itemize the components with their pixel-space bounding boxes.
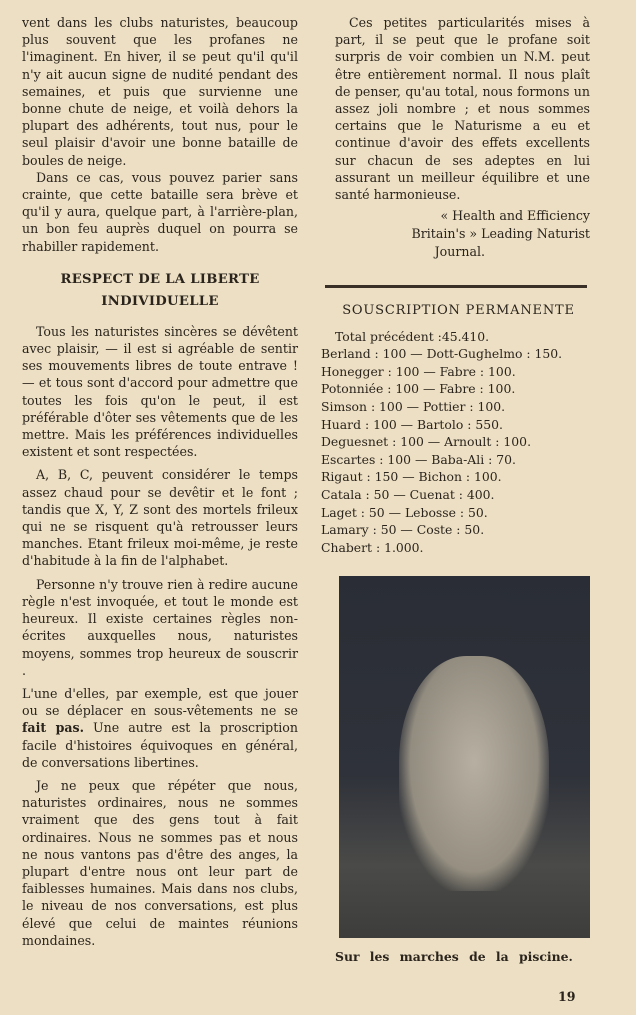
souscription-line: Deguesnet : 100 — Arnoult : 100. — [321, 434, 532, 450]
bold-text: fait pas. — [22, 720, 85, 736]
souscription-line: Huard : 100 — Bartolo : 550. — [321, 416, 503, 432]
paragraph: Dans ce cas, vous pouvez parier sans crainte, que cette bataille sera brève et qu'il y aura, quelque part, à l'arrière-plan, un bon feu auprès duquel on pourra se rhabiller rapidement. — [22, 169, 298, 254]
source-line: Journal. — [434, 244, 485, 260]
right-column — [335, 14, 590, 261]
souscription-line: Simson : 100 — Pottier : 100. — [321, 398, 506, 414]
photo-figure — [399, 656, 549, 891]
paragraph: Personne n'y trouve rien à redire aucune règle n'est invoquée, et tout le monde est heureux. Il existe certaines règles non-écrites auxquelles nous, naturistes moyens, sommes trop heureux de souscrir . — [22, 576, 298, 678]
souscription-line: Rigaut : 150 — Bichon : 100. — [321, 469, 502, 485]
souscription-line: Escartes : 100 — Baba-Ali : 70. — [321, 451, 516, 467]
souscription-line: Berland : 100 — Dott-Gughelmo : 150. — [321, 346, 563, 362]
left-column — [22, 14, 298, 949]
photo-caption: Sur les marches de la piscine. — [335, 949, 573, 964]
page-number: 19 — [558, 989, 576, 1004]
section-heading — [22, 269, 298, 313]
paragraph: A, B, C, peuvent considérer le temps assez chaud pour se devêtir et le font ; tandis que X, Y, Z sont des mortels frileux qui ne se risquent qu'à retrousser leurs manches. Etant frileux moi-même, je reste d'habitude à la fin de l'alphabet. — [22, 467, 298, 569]
paragraph — [22, 685, 298, 771]
paragraph: Tous les naturistes sincères se dévêtent avec plaisir, — il est si agréable de sentir ses mouvements libres de toute entrave ! — et tous sont d'accord pour admettre que toutes les fois qu'on le peut, il est préférable d'ôter ses vêtements que de les mettre. Mais les préférences individuelles existent et sont respectées. — [22, 323, 298, 460]
souscription-line: Chabert : 1.000. — [321, 539, 424, 555]
souscription-list — [321, 302, 596, 556]
heading-line: INDIVIDUELLE — [101, 293, 219, 309]
paragraph: Ces petites particularités mises à part, il se peut que le profane soit surpris de voir combien un N.M. peut être entièrement normal. Il nous plaît de penser, qu'au total, nous formons un assez joli nombre ; et nous sommes certains que le Naturisme a eu et continue d'avoir des effets excellents sur chacun de ses adeptes en lui assurant un meilleur équilibre et une santé harmonieuse. — [335, 15, 590, 203]
souscription-line: Honegger : 100 — Fabre : 100. — [321, 363, 516, 379]
text-run: Une autre est la proscription facile d'histoires équivoques en général, de conversations libertines. — [22, 720, 298, 770]
source-line: Britain's » Leading Naturist — [411, 226, 590, 242]
source-attribution — [335, 207, 590, 261]
photograph — [339, 576, 590, 938]
paragraph: Je ne peux que répéter que nous, naturistes ordinaires, nous ne sommes vraiment que des gens tout à fait ordinaires. Nous ne sommes pas et nous ne nous vantons pas d'être des anges, la plupart d'entre nous ont leur part de faiblesses humaines. Mais dans nos clubs, le niveau de nos conversations, est plus élevé que celui de maintes réunions mondaines. — [22, 777, 298, 948]
souscription-line: Potonniée : 100 — Fabre : 100. — [321, 381, 516, 397]
souscription-line: Total précédent :45.410. — [335, 328, 490, 344]
souscription-title: SOUSCRIPTION PERMANENTE — [342, 303, 575, 318]
souscription-line: Laget : 50 — Lebosse : 50. — [321, 504, 488, 520]
souscription-line: Lamary : 50 — Coste : 50. — [321, 522, 485, 538]
divider-rule — [325, 285, 587, 288]
source-line: « Health and Efficiency — [440, 208, 590, 224]
souscription-line: Catala : 50 — Cuenat : 400. — [321, 486, 495, 502]
paragraph: vent dans les clubs naturistes, beaucoup plus souvent que les profanes ne l'imaginent. En hiver, il se peut qu'il qu'il n'y ait aucun signe de nudité pendant des semaines, et puis que survienne une bonne chute de neige, et voilà dehors la plupart des adhérents, tout nus, pour le seul plaisir d'avoir une bonne bataille de boules de neige. — [22, 15, 298, 168]
text-run: L'une d'elles, par exemple, est que jouer ou se déplacer en sous-vêtements ne se — [22, 685, 298, 719]
heading-line: RESPECT DE LA LIBERTE — [60, 271, 260, 287]
